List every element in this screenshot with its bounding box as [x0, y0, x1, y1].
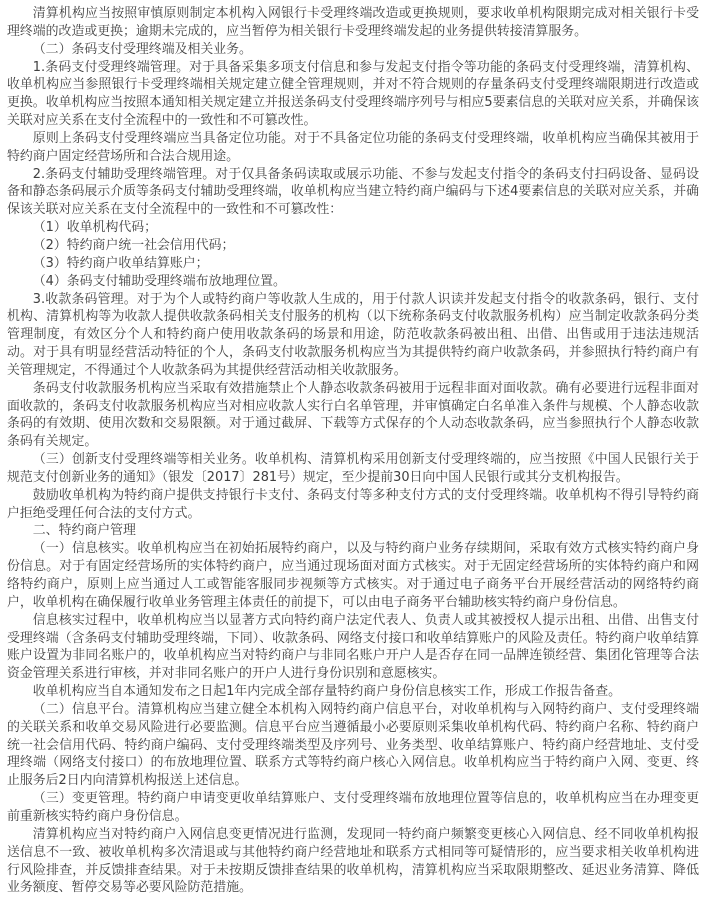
- paragraph: 收单机构应当自本通知发布之日起1年内完成全部存量特约商户身份信息核实工作，形成工作报告备查。: [32, 684, 622, 700]
- paragraph: 条码支付收款服务机构应当采取有效措施禁止个人静态收款条码被用于远程非面对面收款。确有必要进行远程非面对面收款的，条码支付收款服务机构应当对相应收款人实行白名单管理，并审慎确定白名单准入条件与规模、个人静态收款条码的有效期、使用次数和交易限额。对于通过截屏、下载等方式保存的个人动态收款条码，应当参照执行个人静态收款条码有关规定。: [7, 380, 699, 450]
- paragraph: 1.条码支付受理终端管理。对于具备采集多项支付信息和参与发起支付指令等功能的条码支付受理终端，清算机构、收单机构应当参照银行卡受理终端相关规定建立健全管理规则，并对不符合规则的存量条码支付受理终端限期进行改造或更换。收单机构应当按照本通知相关规定建立并报送条码支付受理终端序列号与相应5要素信息的关联对应关系，并确保该关联对应关系在支付全流程中的一致性和不可篡改性。: [7, 59, 699, 129]
- paragraph: （4）条码支付辅助受理终端布放地理位置。: [32, 273, 286, 289]
- paragraph: 二、特约商户管理: [32, 523, 136, 539]
- paragraph: （2）特约商户统一社会信用代码；: [32, 237, 235, 253]
- paragraph: （1）收单机构代码；: [32, 220, 158, 236]
- paragraph: （二）信息平台。清算机构应当建立健全本机构入网特约商户信息平台，对收单机构与入网特约商户、支付受理终端的关联关系和收单交易风险进行必要监测。信息平台应当遵循最小必要原则采集收单机构代码、特约商户名称、特约商户统一社会信用代码、特约商户编码、支付受理终端类型及序列号、业务类型、收单结算账户、特约商户经营地址、支付受理终端（网络支付接口）的布放地理位置、联系方式等特约商户核心入网信息。收单机构应当于特约商户入网、变更、终止服务后2日内向清算机构报送上述信息。: [7, 701, 699, 789]
- paragraph: （一）信息核实。收单机构应当在初始拓展特约商户，以及与特约商户业务存续期间，采取有效方式核实特约商户身份信息。对于有固定经营场所的实体特约商户，应当通过现场面对面方式核实。对于无固定经营场所的实体特约商户和网络特约商户，原则上应当通过人工或智能客服同步视频等方式核实。对于通过电子商务平台开展经营活动的网络特约商户，收单机构在确保履行收单业务管理主体责任的前提下，可以由电子商务平台辅助核实特约商户身份信息。: [7, 541, 699, 610]
- paragraph: 信息核实过程中，收单机构应当以显著方式向特约商户法定代表人、负责人或其被授权人提示出租、出借、出售支付受理终端（含条码支付辅助受理终端，下同）、收款条码、网络支付接口和收单结算账户的风险及责任。特约商户收单结算账户设置为非同名账户的，收单机构应当对特约商户与非同名账户开户人是否存在同一品牌连锁经营、集团化管理等合法资金管理关系进行审核，并对非同名账户的开户人进行身份识别和意愿核实。: [7, 612, 699, 682]
- paragraph: 鼓励收单机构为特约商户提供支持银行卡支付、条码支付等多种支付方式的支付受理终端。收单机构不得引导特约商户拒绝受理任何合法的支付方式。: [7, 487, 699, 521]
- paragraph: 原则上条码支付受理终端应当具备定位功能。对于不具备定位功能的条码支付受理终端，收单机构应当确保其被用于特约商户固定经营场所和合法合规用途。: [7, 130, 699, 164]
- paragraph: 清算机构应当按照审慎原则制定本机构入网银行卡受理终端改造或更换规则，要求收单机构限期完成对相关银行卡受理终端的改造或更换；逾期未完成的，应当暂停为相关银行卡受理终端发起的业务提供转接清算服务。: [7, 6, 699, 39]
- paragraph: （二）条码支付受理终端及相关业务。: [32, 41, 252, 57]
- paragraph: （三）创新支付受理终端等相关业务。收单机构、清算机构采用创新支付受理终端的，应当按照《中国人民银行关于规范支付创新业务的通知》（银发〔2017〕281号）规定，至少提前30日向中国人民银行或其分支机构报告。: [7, 452, 699, 485]
- paragraph: （三）变更管理。特约商户申请变更收单结算账户、支付受理终端布放地理位置等信息的，收单机构应当在办理变更前重新核实特约商户身份信息。: [7, 791, 699, 824]
- paragraph: （3）特约商户收单结算账户；: [32, 255, 209, 271]
- paragraph: 清算机构应当对特约商户入网信息变更情况进行监测，发现同一特约商户频繁变更核心入网信息、经不同收单机构报送信息不一致、被收单机构多次清退或与其他特约商户经营地址和联系方式相同等可疑情形的，应当要求相关收单机构进行风险排查，并反馈排查结果。对于未按期反馈排查结果的收单机构，清算机构应当采取限期整改、延迟业务清算、降低业务额度、暂停交易等必要风险防范措施。: [7, 826, 699, 896]
- paragraph: 2.条码支付辅助受理终端管理。对于仅具备条码读取或展示功能、不参与发起支付指令的条码支付扫码设备、显码设备和静态条码展示介质等条码支付辅助受理终端，收单机构应当建立特约商户编码与下述4要素信息的关联对应关系，并确保该关联对应关系在支付全流程中的一致性和不可篡改性：: [7, 166, 699, 218]
- paragraph: 3.收款条码管理。对于为个人或特约商户等收款人生成的，用于付款人识读并发起支付指令的收款条码，银行、支付机构、清算机构等为收款人提供收款条码相关支付服务的机构（以下统称条码支付收款服务机构）应当制定收款条码分类管理制度，有效区分个人和特约商户使用收款条码的场景和用途，防范收款条码被出租、出借、出售或用于违法违规活动。对于具有明显经营活动特征的个人，条码支付收款服务机构应当为其提供特约商户收款条码，并参照执行特约商户有关管理规定，不得通过个人收款条码为其提供经营活动相关收款服务。: [7, 291, 699, 378]
